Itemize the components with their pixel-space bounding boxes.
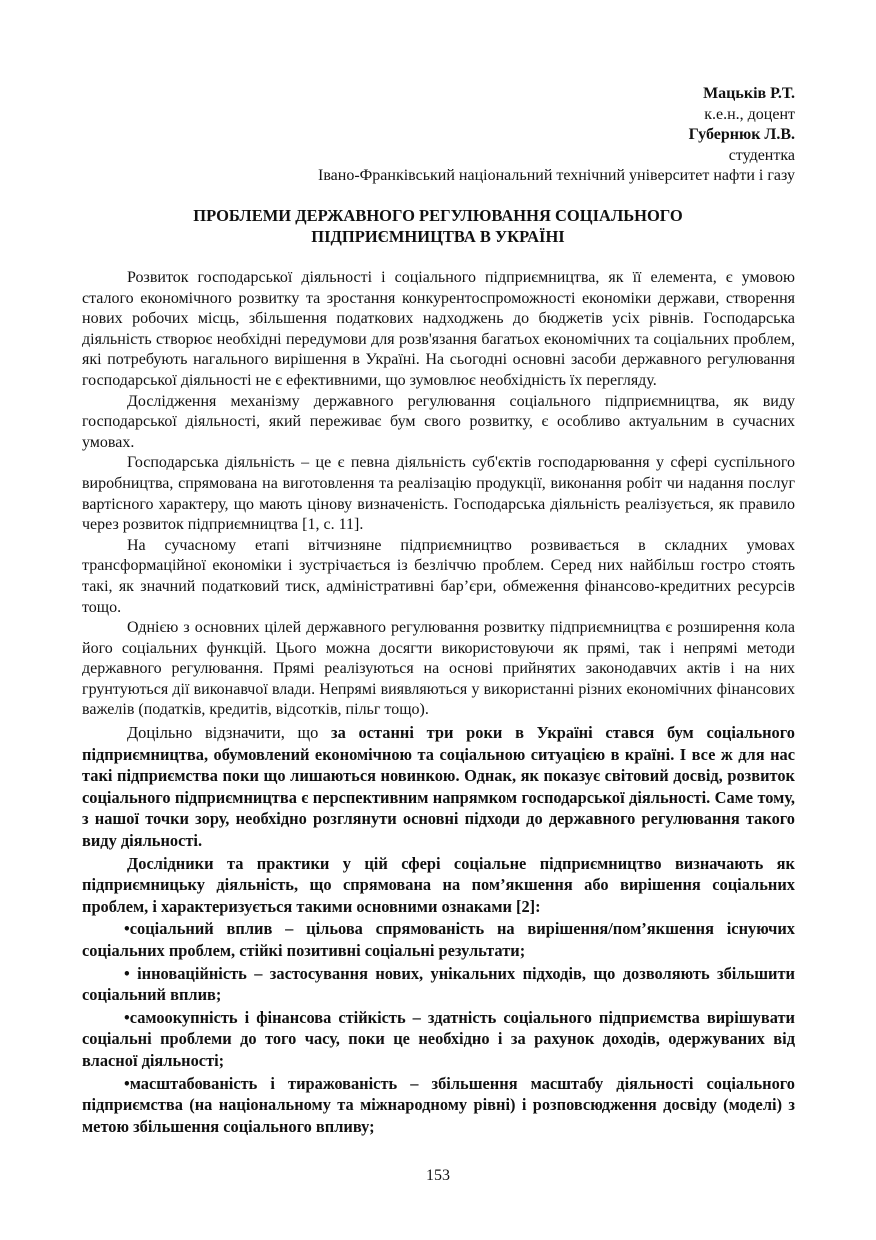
paragraph-6-lead: Доцільно відзначити, що [127,723,332,743]
bullet-item-2: • інноваційність – застосування нових, унікальних підходів, що дозволяють збільшити соціальний вплив; [82,963,795,1005]
article-body [82,268,795,1137]
author1-role: к.е.н., доцент [704,105,795,123]
paragraph-2: Дослідження механізму державного регулювання соціального підприємництва, як виду господарської діяльності, який переживає бум свого розвитку, є особливо актуальним в сучасних умовах. [82,392,795,451]
bullet-item-3: •самоокупність і фінансова стійкість – здатність соціального підприємства вирішувати соціальні проблеми до того часу, поки це необхідно і за рахунок доходів, одержуваних від власної діяльності; [82,1007,795,1070]
paragraph-3: Господарська діяльність – це є певна діяльність суб'єктів господарювання у сфері суспільного виробництва, спрямована на виготовлення та реалізацію продукції, виконання робіт чи надання послуг вартісного характеру, що мають цінову визначеність. Господарська діяльність реалізується, як правило через розвиток підприємництва [1, с. 11]. [82,454,795,534]
paragraph-5: Однією з основних цілей державного регулювання розвитку підприємництва є розширення кола його соціальних функцій. Цього можна досягти використовуючи як прямі, так і непрямі методи державного регулювання. Прямі реалізуються на основі прийнятих законодавчих актів і на них грунтуються дії виконавчої влади. Непрямі виявляються у використанні різних економічних фінансових важелів (податків, кредитів, відсотків, пільг тощо). [82,619,795,719]
author2-name: Губернюк Л.В. [688,126,795,143]
author-block [235,84,795,187]
page-number: 153 [426,1167,450,1184]
author1-name: Мацьків Р.Т. [703,85,795,102]
paper-title [80,206,796,247]
paragraph-4: На сучасному етапі вітчизняне підприємництво розвивається в складних умовах трансформаційної економіки і зустрічається із безліччю проблем. Серед них найбільш гостро стоять такі, як значний податковий тиск, адміністративні бар’єри, обмеження фінансово-кредитних ресурсів тощо. [82,536,795,616]
paragraph-1: Розвиток господарської діяльності і соціального підприємництва, як її елемента, є умовою сталого економічного розвитку та зростання конкурентоспроможності економіки держави, створення нових робочих місць, збільшення податкових надходжень до бюджетів усіх рівнів. Господарська діяльність створює необхідні передумови для розв'язання багатьох економічних та соціальних проблем, які потребують нагального вирішення в Україні. На сьогодні основні засоби державного регулювання господарської діяльності не є ефективними, що зумовлює необхідність їх перегляду. [82,269,795,389]
affiliation: Івано-Франківський національний технічний університет нафти і газу [317,167,795,184]
bullet-item-4: •масштабованість і тиражованість – збільшення масштабу діяльності соціального підприємства (на національному та міжнародному рівні) і розповсюдження досвіду (моделі) з метою збільшення соціального впливу; [82,1073,795,1136]
paragraph-6-emphasis: за останні три роки в Україні стався бум соціального підприємництва, обумовлений економічною та соціальною ситуацією в країні. І все ж для нас такі підприємства поки що лишаються новинкою. Однак, як показує світовий досвід, розвиток соціального підприємництва є перспективним напрямком господарської діяльності. Саме тому, з нашої точки зору, необхідно розглянути основні підходи до державного регулювання такого виду діяльності. [82,723,795,851]
author2-role: студентка [728,146,795,164]
title-line-1: ПРОБЛЕМИ ДЕРЖАВНОГО РЕГУЛЮВАННЯ СОЦІАЛЬНОГО [193,206,683,225]
paragraph-7: Дослідники та практики у цій сфері соціальне підприємництво визначають як підприємницьку діяльність, що спрямована на пом’якшення або вирішення соціальних проблем, і характеризується такими основними ознаками [2]: [82,853,795,916]
title-line-2: ПІДПРИЄМНИЦТВА В УКРАЇНІ [311,226,565,246]
bullet-item-1: •соціальний вплив – цільова спрямованість на вирішення/пом’якшення існуючих соціальних проблем, стійкі позитивні соціальні результати; [82,919,795,960]
paragraph-6 [82,722,795,852]
